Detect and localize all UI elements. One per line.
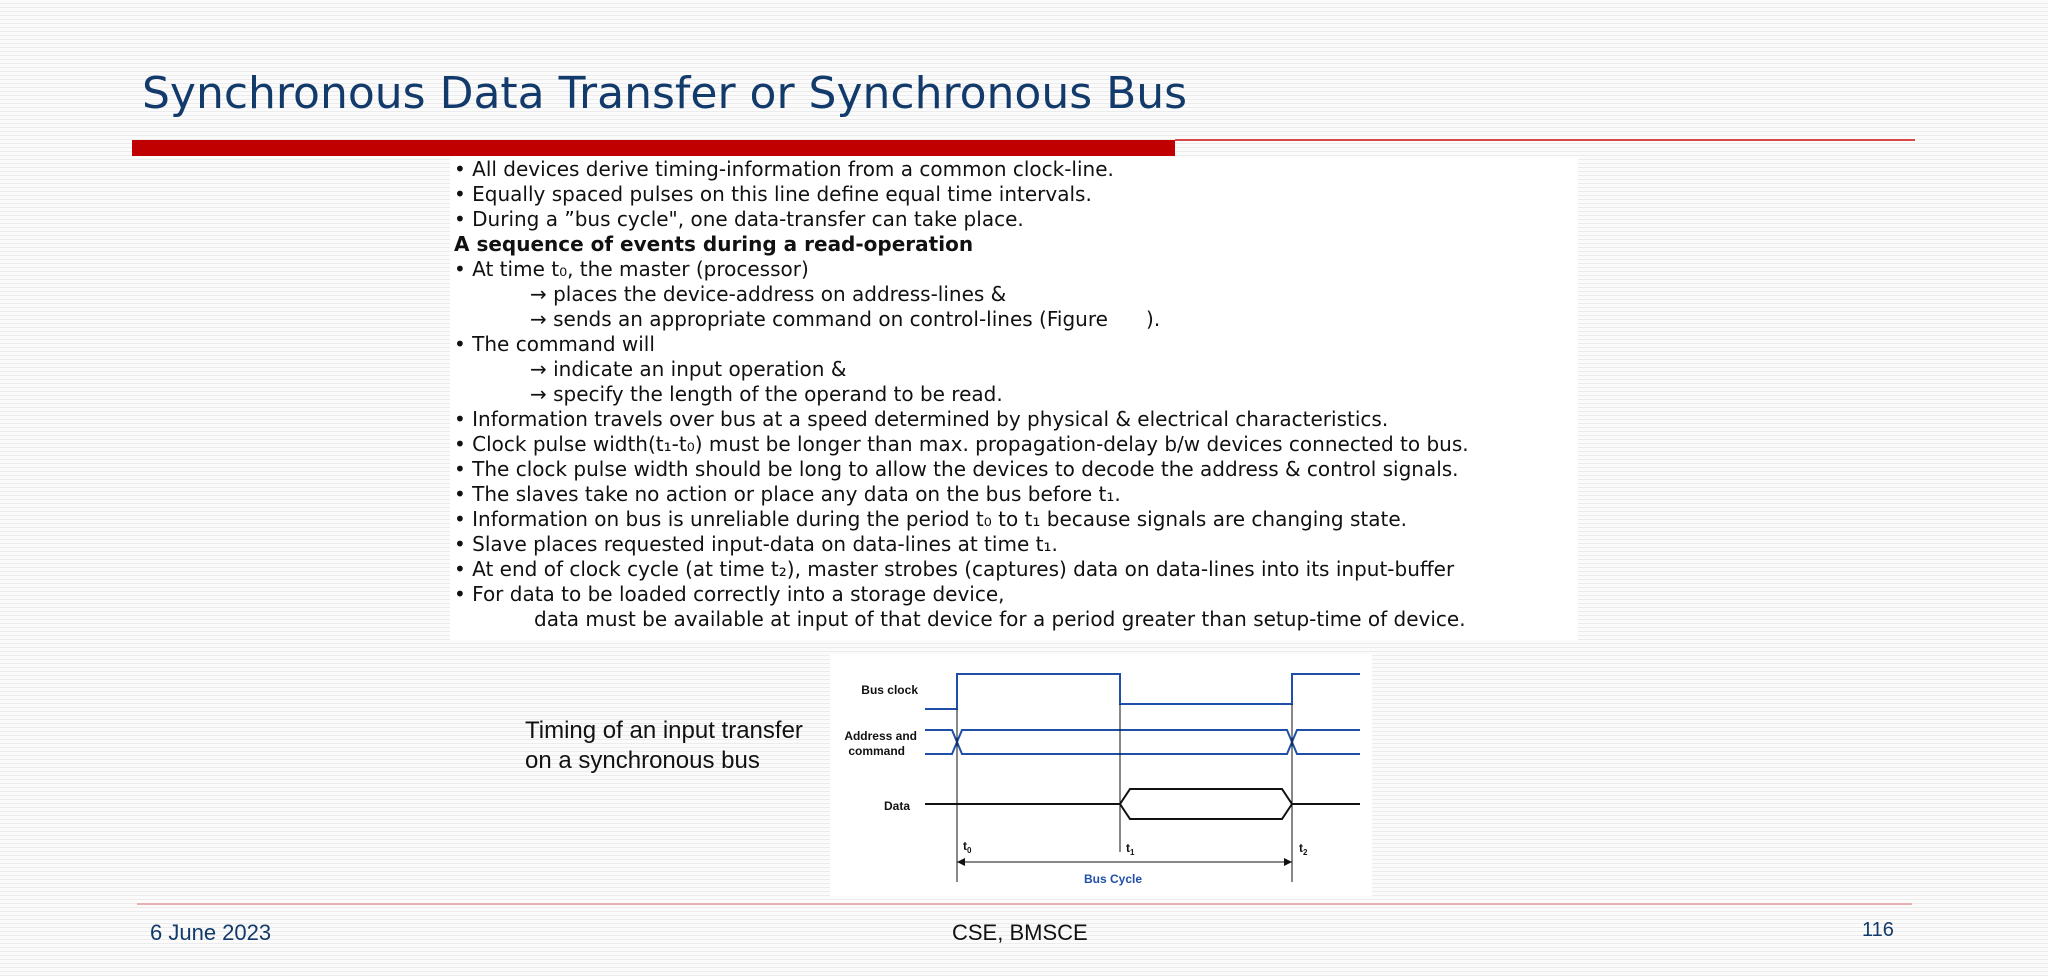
t2-label (1299, 841, 1308, 857)
continuation-line: data must be available at input of that device for a period greater than setup-time of device. (534, 607, 1466, 631)
caption-line-1: Timing of an input transfer (525, 717, 803, 744)
section-heading: A sequence of events during a read-operation (454, 232, 974, 256)
page-number: 116 (1862, 919, 1894, 941)
bullet-line: • Slave places requested input-data on data-lines at time t₁. (454, 532, 1058, 556)
timing-diagram-svg (830, 654, 1372, 896)
data-label: Data (883, 799, 910, 813)
data-waveform-bottom (1120, 804, 1292, 819)
address-label-line1: Address and (844, 729, 917, 743)
data-waveform-top (925, 789, 1360, 804)
bullet-line: • Equally spaced pulses on this line define equal time intervals. (454, 182, 1092, 206)
bullet-line: • At time t₀, the master (processor) (454, 257, 809, 281)
bus-clock-waveform (925, 674, 1360, 709)
bullet-line: • All devices derive timing-information from a common clock-line. (454, 157, 1114, 181)
footer-divider (137, 903, 1912, 905)
slide-title: Synchronous Data Transfer or Synchronous Bus (142, 68, 1188, 119)
bullet-line: • Clock pulse width(t₁-t₀) must be longer than max. propagation-delay b/w devices connected to bus. (454, 432, 1469, 456)
bullet-line: • At end of clock cycle (at time t₂), master strobes (captures) data on data-lines into its input-buffer (454, 557, 1455, 581)
bullet-line: • Information on bus is unreliable during the period t₀ to t₁ because signals are changing state. (454, 507, 1408, 531)
footer-center-text: CSE, BMSCE (952, 920, 1088, 945)
caption-line-2: on a synchronous bus (525, 747, 760, 774)
sub-bullet-line: → specify the length of the operand to be read. (530, 382, 1003, 406)
timing-diagram (830, 654, 1372, 896)
bus-cycle-label: Bus Cycle (1083, 872, 1143, 886)
bullet-line: • During a ”bus cycle", one data-transfer can take place. (454, 207, 1024, 231)
t2-subscript: 2 (1303, 848, 1308, 857)
bullet-line: • The slaves take no action or place any data on the bus before t₁. (454, 482, 1121, 506)
sub-bullet-line: → indicate an input operation & (530, 357, 847, 381)
bullet-line: • For data to be loaded correctly into a storage device, (454, 582, 1005, 606)
footer-date: 6 June 2023 (150, 920, 272, 945)
t0-letter: t (963, 839, 967, 853)
title-underline-thin (1175, 139, 1915, 141)
sub-bullet-line: → places the device-address on address-lines & (530, 282, 1007, 306)
bus-cycle-arrowhead-left (957, 858, 965, 866)
bus-clock-label: Bus clock (861, 683, 918, 697)
bullet-line: • Information travels over bus at a speed determined by physical & electrical characteristics. (454, 407, 1389, 431)
t2-letter: t (1299, 841, 1303, 855)
figure-caption (525, 716, 803, 776)
t0-subscript: 0 (967, 846, 972, 855)
bus-cycle-arrowhead-right (1284, 858, 1292, 866)
t1-label (1126, 841, 1135, 857)
bullet-text-panel (450, 157, 1578, 640)
address-label-line2: command (848, 744, 905, 758)
sub-bullet-line: → sends an appropriate command on control-lines (Figure ). (530, 307, 1161, 331)
bullet-line: • The clock pulse width should be long to allow the devices to decode the address & control signals. (454, 457, 1459, 481)
title-underline-thick (132, 140, 1175, 156)
bullet-line: • The command will (454, 332, 655, 356)
t0-label (963, 839, 972, 855)
t1-subscript: 1 (1130, 848, 1135, 857)
t1-letter: t (1126, 841, 1130, 855)
